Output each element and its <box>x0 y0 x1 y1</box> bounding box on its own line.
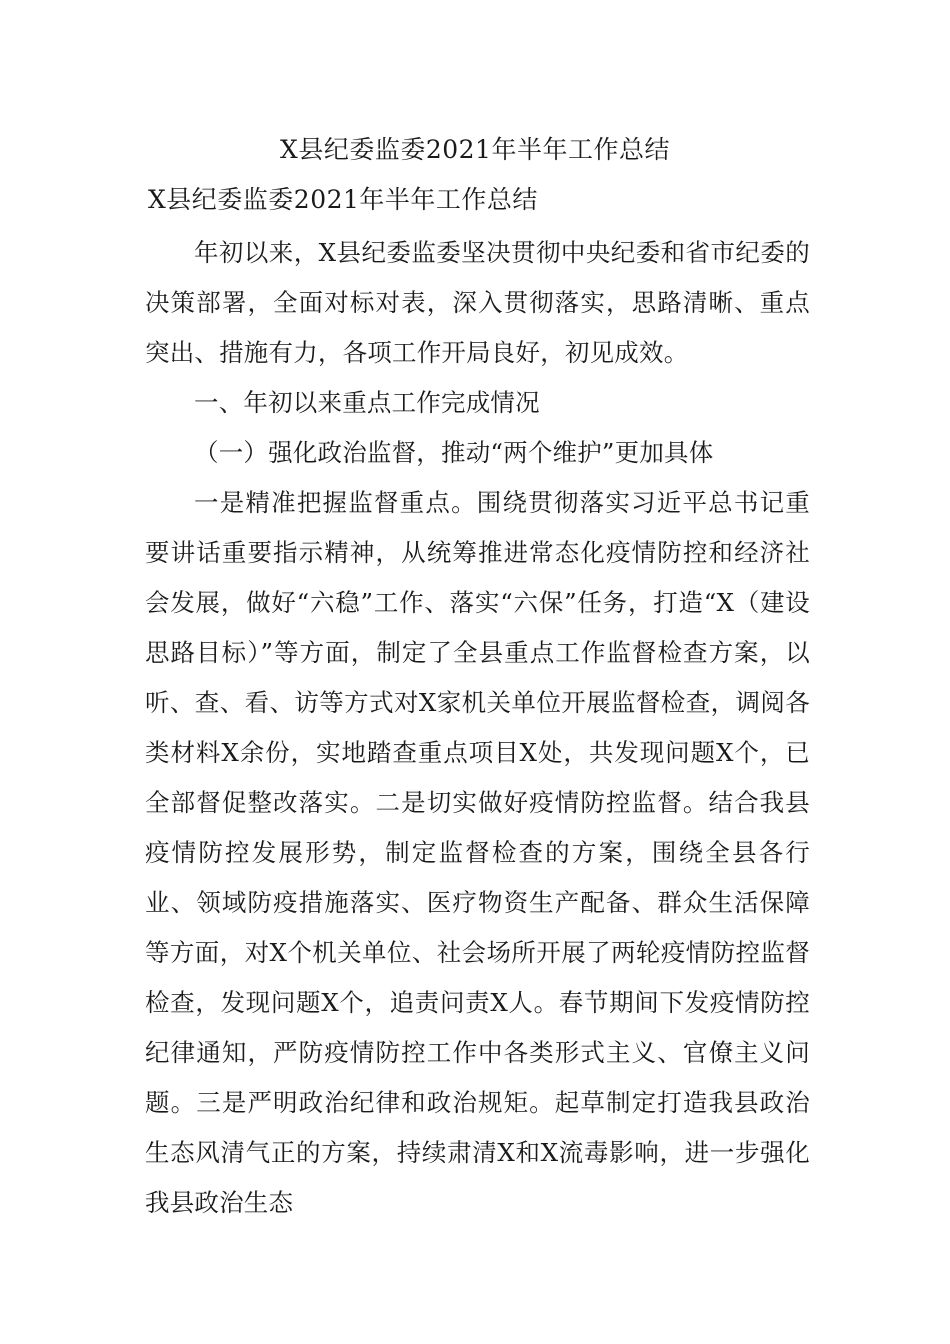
intro-paragraph: 年初以来，X县纪委监委坚决贯彻中央纪委和省市纪委的决策部署，全面对标对表，深入贯彻落实，思路清晰、重点突出、措施有力，各项工作开局良好，初见成效。 <box>145 238 810 367</box>
document-subtitle: X县纪委监委2021年半年工作总结 <box>148 185 538 214</box>
subsection-heading: （一）强化政治监督，推动“两个维护”更加具体 <box>194 438 714 467</box>
body-paragraph: 一是精准把握监督重点。围绕贯彻落实习近平总书记重要讲话重要指示精神，从统筹推进常态化疫情防控和经济社会发展，做好“六稳”工作、落实“六保”任务，打造“X（建设思路目标）”等方面，制定了全县重点工作监督检查方案，以听、查、看、访等方式对X家机关单位开展监督检查，调阅各类材料X余份，实地踏查重点项目X处，共发现问题X个，已全部督促整改落实。二是切实做好疫情防控监督。结合我县疫情防控发展形势，制定监督检查的方案，围绕全县各行业、领域防疫措施落实、医疗物资生产配备、群众生活保障等方面，对X个机关单位、社会场所开展了两轮疫情防控监督检查，发现问题X个，追责问责X人。春节期间下发疫情防控纪律通知，严防疫情防控工作中各类形式主义、官僚主义问题。三是严明政治纪律和政治规矩。起草制定打造我县政治生态风清气正的方案，持续肃清X和X流毒影响，进一步强化我县政治生态 <box>145 488 810 1217</box>
document-body <box>145 228 810 1228</box>
section-heading: 一、年初以来重点工作完成情况 <box>194 388 540 417</box>
document-title: X县纪委监委2021年半年工作总结 <box>280 135 670 164</box>
